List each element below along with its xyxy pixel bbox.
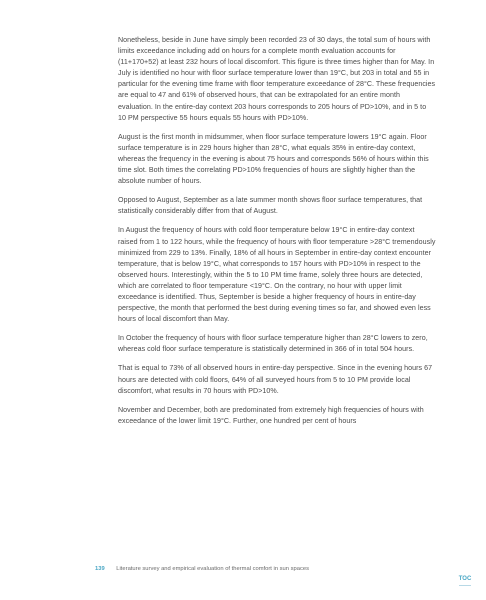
paragraph-september-intro: Opposed to August, September as a late summer month shows floor surface temperatures, that statistically considerably differ from that of August. (118, 196, 423, 216)
paragraph-september-analysis: In August the frequency of hours with cold floor temperature below 19°C in entire-day context raised from 1 to 122 hours, while the frequency of hours with floor temperature >28°C tremendously minimized from 229 to 13%. Finally, 18% of all hours in September in entire-day context encounter temperature, that is below 19°C, what corresponds to 157 hours with PD>10% in respect to the observed hours. Interestingly, within the 5 to 10 PM time frame, solely three hours are detected, which are correlated to floor temperature <19°C. On the contrary, no hour with upper limit exceedance is identified. Thus, September is beside a higher frequency of hours in entire-day perspective, the month that performed the best during evening times so far, and showed even less hours of local discomfort than May. (118, 226, 436, 324)
paragraph-june-july: Nonetheless, beside in June have simply been recorded 23 of 30 days, the total sum of hours with limits exceedance including add on hours for a complete month evaluation accounts for (11+170+52) at least 232 hours of local discomfort. This figure is three times higher than for May. In July is identified no hour with floor surface temperature lower than 19°C, but 203 in total and 55 in particular for the evening time frame with floor temperature exceedance of 28°C. These frequencies are equal to 47 and 61% of observed hours, that can be extrapolated for an entire month evaluation. In the entire-day context 203 hours corresponds to 205 hours of PD>10%, and in 5 to 10 PM perspective 55 hours equals 55 hours with PD>10%. (118, 36, 436, 122)
page-number: 139 (95, 566, 105, 572)
paragraph-november-december: November and December, both are predominated from extremely high frequencies of hours with exceedance of the lower limit 19°C. Further, one hundred per cent of hours (118, 405, 424, 425)
paragraph-august: August is the first month in midsummer, when floor surface temperature lowers 19°C again. Floor surface temperature is in 229 hours higher than 28°C, what equals 35% in entire-day context, whereas the frequency in the evening is about 75 hours and corresponds 56% of hours within this time slot. Both times the correlating PD>10% frequencies of hours are slightly higher than the absolute number of hours. (118, 132, 429, 186)
toc-divider (459, 585, 471, 586)
paragraph-october-evening: That is equal to 73% of all observed hours in entire-day perspective. Since in the evening hours 67 hours are detected with cold floors, 64% of all surveyed hours from 5 to 10 PM provide local discomfort, what results in 70 hours with PD>10%. (118, 364, 433, 395)
main-text-column (118, 35, 436, 435)
toc-link[interactable]: TOC (458, 576, 472, 582)
paragraph-october: In October the frequency of hours with floor surface temperature higher than 28°C lowers to zero, whereas cold floor surface temperature is statistically determined in 366 of in total 504 hours. (118, 334, 428, 354)
footer-title: Literature survey and empirical evaluation of thermal comfort in sun spaces (116, 566, 309, 572)
page-footer (95, 565, 435, 573)
